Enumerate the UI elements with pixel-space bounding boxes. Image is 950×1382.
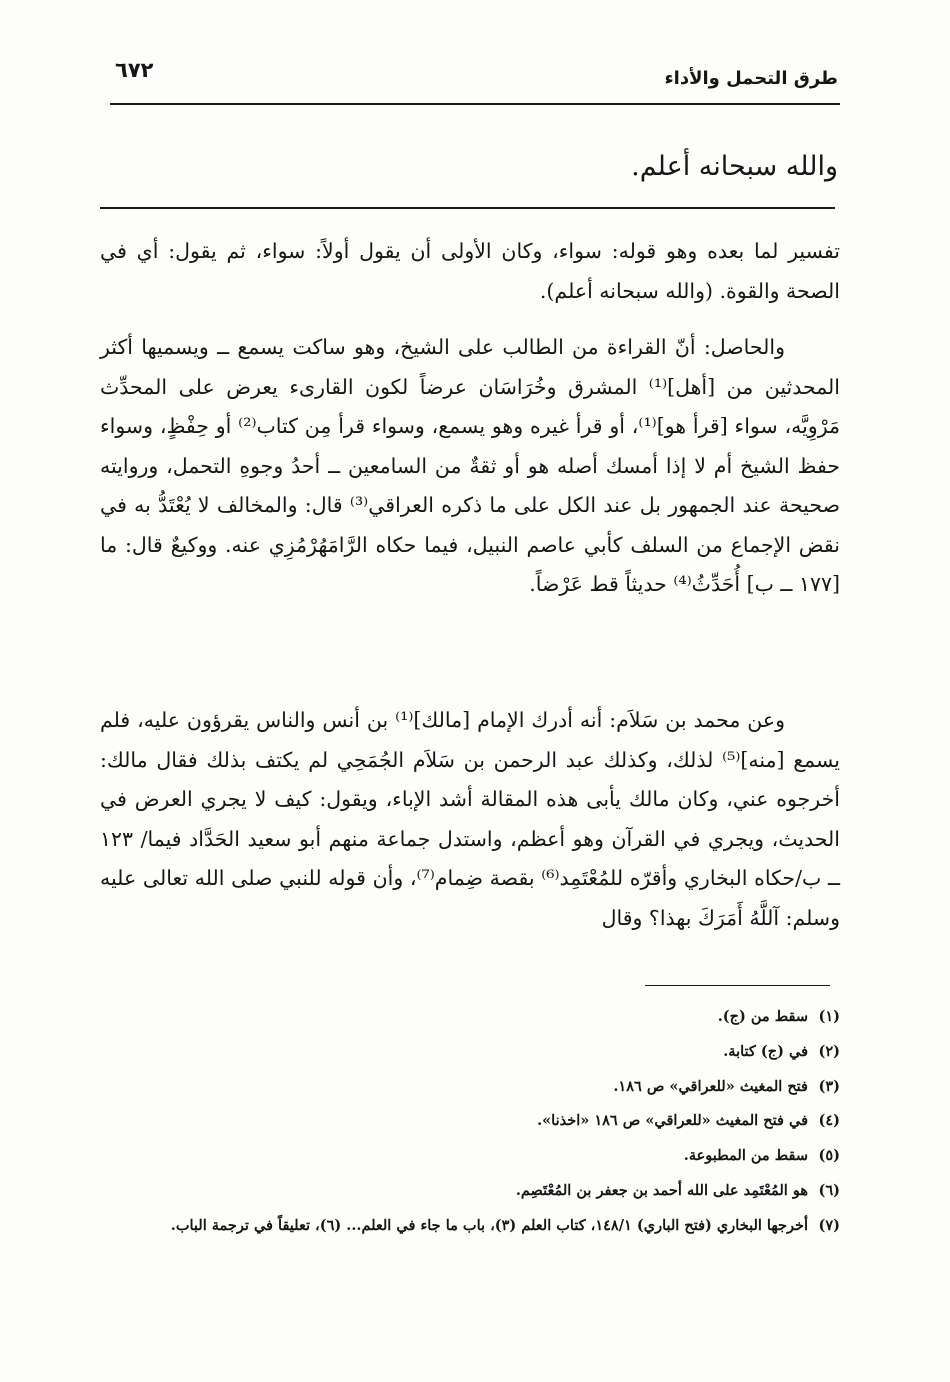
footnote-item [110,1000,840,1035]
footnote-number: (٤) [818,1112,840,1130]
paragraph-1: تفسير لما بعده وهو قوله: سواء، وكان الأولى أن يقول أولاً: سواء، ثم يقول: أي في الصحة والقوة. (والله سبحانه أعلم). [100,239,840,303]
footnote-text: هو المُعْتَمِد على الله أحمد بن جعفر بن المُعْتَصِم. [515,1181,808,1199]
running-header-title: طرق التحمل والأداء [664,68,838,89]
footnote-text: سقط من (ج). [717,1008,808,1025]
footnote-item [110,1139,840,1174]
section-divider [100,207,835,209]
footnote-number: (٥) [818,1147,840,1165]
paragraph-3: وعن محمد بن سَلاَم: أنه أدرك الإمام [مالك]⁽¹⁾ بن أنس والناس يقرؤون عليه، فلم يسمع [منه]⁽⁵⁾ لذلك، وكذلك عبد الرحمن بن سَلاَم الجُمَحِي لم يكتف بذلك فقال مالك: أخرجوه عني، وكان مالك يأبى هذه المقالة أشد الإباء، ويقول: كيف لا يجري العرض في الحديث، ويجري في القرآن وهو أعظم، واستدل جماعة منهم أبو سعيد الحَدَّاد فيما/ ١٢٣ ــ ب/حكاه البخاري وأقرّه للمُعْتَمِد⁽⁶⁾ بقصة ضِمام⁽⁷⁾، وأن قوله للنبي صلى الله تعالى عليه وسلم: آللَّهُ أَمَرَكَ بهذا؟ وقال [100,708,840,930]
footnote-item [110,1104,840,1139]
footnotes-list [110,1000,840,1244]
footnote-text: فتح المغيث «للعراقي» ص ١٨٦. [613,1077,808,1095]
footnote-item [110,1070,840,1105]
header-rule [110,103,840,105]
footnote-item [110,1209,840,1244]
footnote-rule [645,985,830,986]
footnote-text: في (ج) كتابة. [723,1042,808,1060]
footnote-text: أخرجها البخاري (فتح الباري) ١٤٨/١، كتاب العلم (٣)، باب ما جاء في العلم... (٦)، تعليقاً في ترجمة الباب. [170,1216,808,1234]
footnote-number: (٧) [818,1216,840,1234]
footnote-number: (٣) [818,1077,840,1095]
closing-line: والله سبحانه أعلم. [631,151,838,182]
footnote-text: في فتح المغيث «للعراقي» ص ١٨٦ «اخذنا». [537,1112,808,1130]
footnote-item [110,1035,840,1070]
page-number: ٦٧٢ [115,58,154,82]
footnote-item [110,1174,840,1209]
footnote-number: (٦) [818,1181,840,1199]
footnote-text: سقط من المطبوعة. [683,1147,808,1165]
footnote-number: (٢) [818,1042,840,1060]
paragraph-2: والحاصل: أنّ القراءة من الطالب على الشيخ، وهو ساكت يسمع ــ ويسميها أكثر المحدثين من [أهل]⁽¹⁾ المشرق وخُرَاسَان عرضاً لكون القارىء يعرض على المحدِّث مَرْوِيَّه، سواء [قرأ هو]⁽¹⁾، أو قرأ غيره وهو يسمع، وسواء قرأ مِن كتاب⁽²⁾ أو حِفْظٍ، وسواء حفظ الشيخ أم لا إذا أمسك أصله هو أو ثقةٌ من السامعين ــ أحدُ وجوهِ التحمل، وروايته صحيحة عند الجمهور بل عند الكل على ما ذكره العراقي⁽³⁾ قال: والمخالف لا يُعْتَدُّ به في نقض الإجماع من السلف كأبي عاصم النبيل، فيما حكاه الرَّامَهُرْمُزِي عنه. ووكيعٌ قال: ما [١٧٧ ــ ب] أُحَدِّثُ⁽⁴⁾ حديثاً قط عَرْضاً. [100,335,840,596]
footnote-number: (١) [818,1008,840,1025]
